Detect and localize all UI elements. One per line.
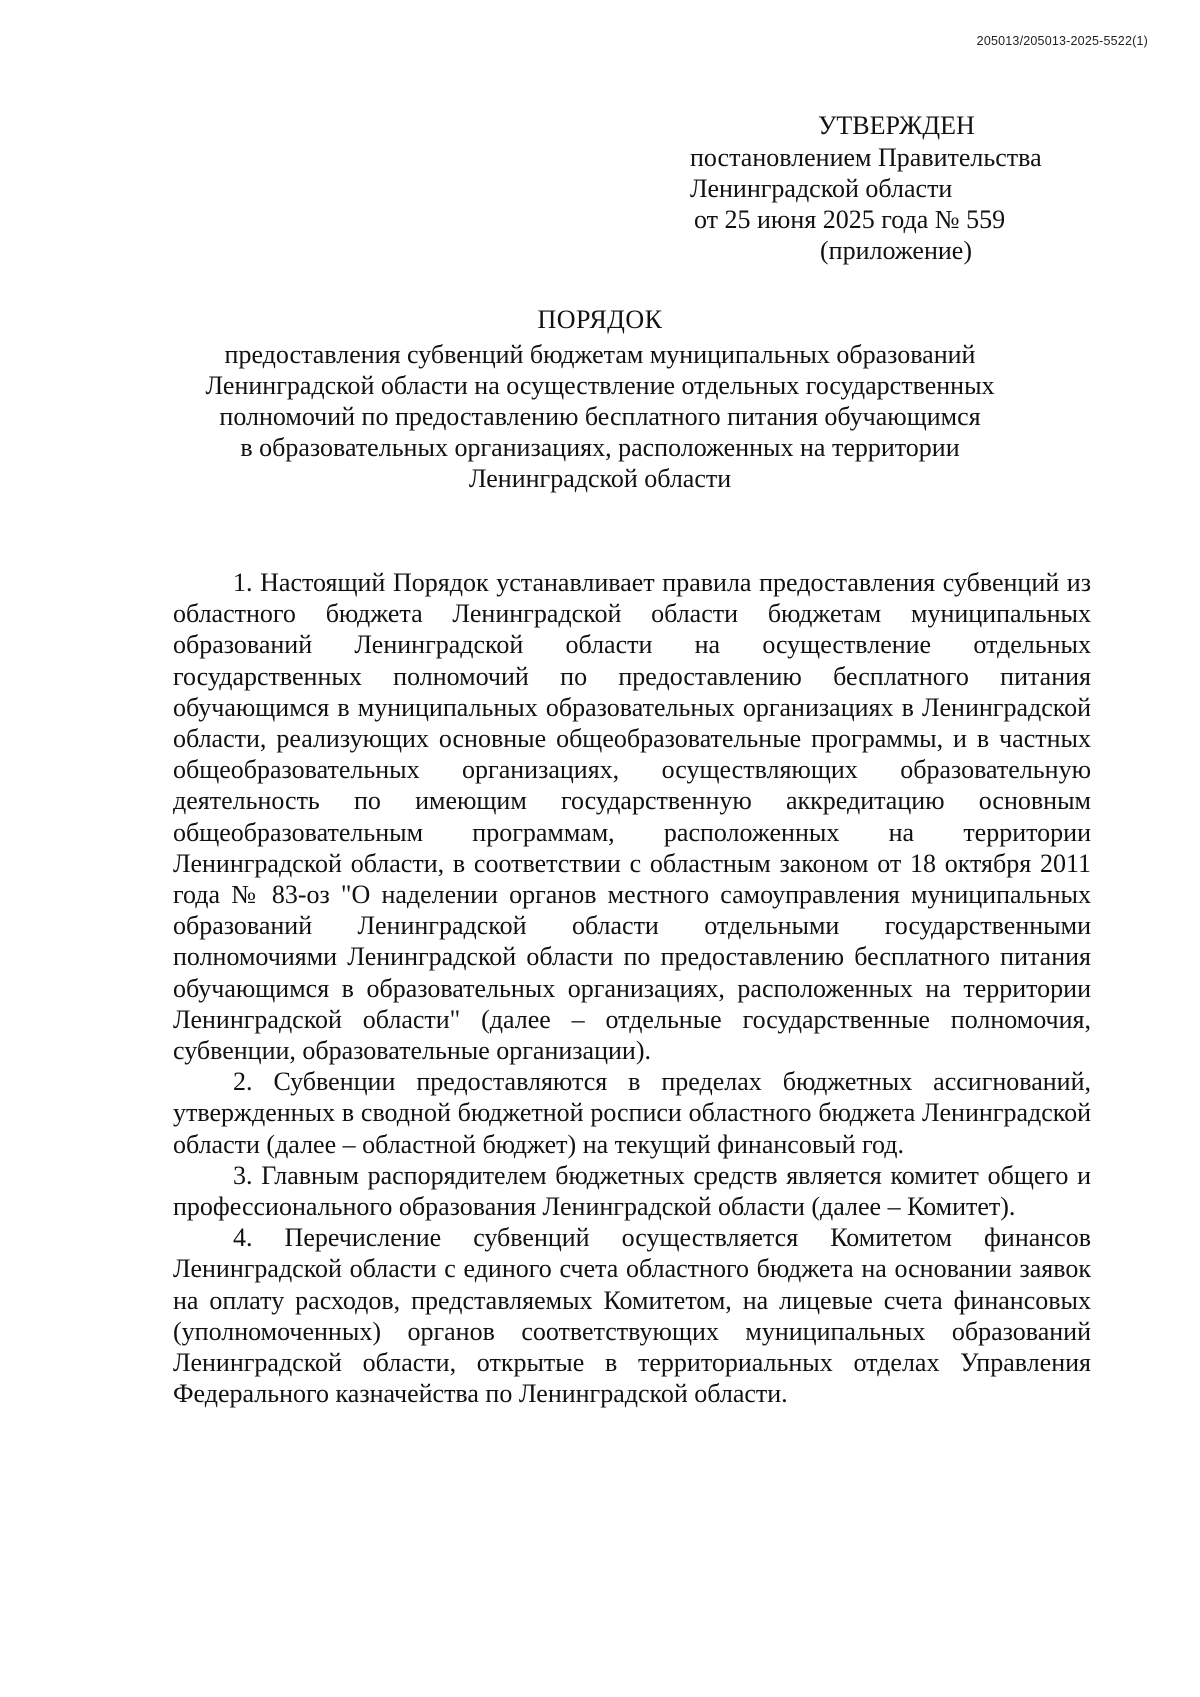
subtitle-line: полномочий по предоставлению бесплатного питания обучающимся: [219, 402, 981, 431]
paragraph-2: 2. Субвенции предоставляются в пределах бюджетных ассигнований, утвержденных в сводной бюджетной росписи областного бюджета Ленинградской области (далее – областной бюджет) на текущий финансовый год.: [173, 1067, 1091, 1159]
subtitle-line: предоставления субвенций бюджетам муниципальных образований: [224, 340, 976, 369]
document-subtitle: [150, 339, 1050, 494]
subtitle-line: в образовательных организациях, расположенных на территории: [240, 433, 960, 462]
approval-stamp: [690, 110, 1110, 266]
document-title: ПОРЯДОК: [537, 305, 663, 334]
document-title-block: [150, 304, 1050, 494]
subtitle-line: Ленинградской области: [468, 464, 732, 493]
approval-appendix-note: (приложение): [820, 236, 973, 265]
approval-heading: УТВЕРЖДЕН: [818, 111, 975, 140]
approval-line: Ленинградской области: [690, 174, 953, 203]
subtitle-line: Ленинградской области на осуществление отдельных государственных: [205, 371, 995, 400]
document-id: 205013/205013-2025-5522(1): [976, 34, 1148, 48]
paragraph-4: 4. Перечисление субвенций осуществляется Комитетом финансов Ленинградской области с единого счета областного бюджета на основании заявок на оплату расходов, представляемых Комитетом, на лицевые счета финансовых (уполномоченных) органов соответствующих муниципальных образований Ленинградской области, открытые в территориальных отделах Управления Федерального казначейства по Ленинградской области.: [173, 1223, 1091, 1409]
document-body: [173, 567, 1091, 1409]
approval-date-number: от 25 июня 2025 года № 559: [694, 205, 1006, 234]
paragraph-1: 1. Настоящий Порядок устанавливает правила предоставления субвенций из областного бюджета Ленинградской области бюджетам муниципальных образований Ленинградской области на осуществление отдельных государственных полномочий по предоставлению бесплатного питания обучающимся в муниципальных образовательных организациях в Ленинградской области, реализующих основные общеобразовательные программы, и в частных общеобразовательных организациях, осуществляющих образовательную деятельность по имеющим государственную аккредитацию основным общеобразовательным программам, расположенных на территории Ленинградской области, в соответствии с областным законом от 18 октября 2011 года № 83-оз "О наделении органов местного самоуправления муниципальных образований Ленинградской области отдельными государственными полномочиями Ленинградской области по предоставлению бесплатного питания обучающимся в образовательных организациях, расположенных на территории Ленинградской области" (далее – отдельные государственные полномочия, субвенции, образовательные организации).: [173, 568, 1091, 1066]
approval-line: постановлением Правительства: [690, 143, 1042, 172]
paragraph-3: 3. Главным распорядителем бюджетных средств является комитет общего и профессионального образования Ленинградской области (далее – Комитет).: [173, 1160, 1091, 1222]
